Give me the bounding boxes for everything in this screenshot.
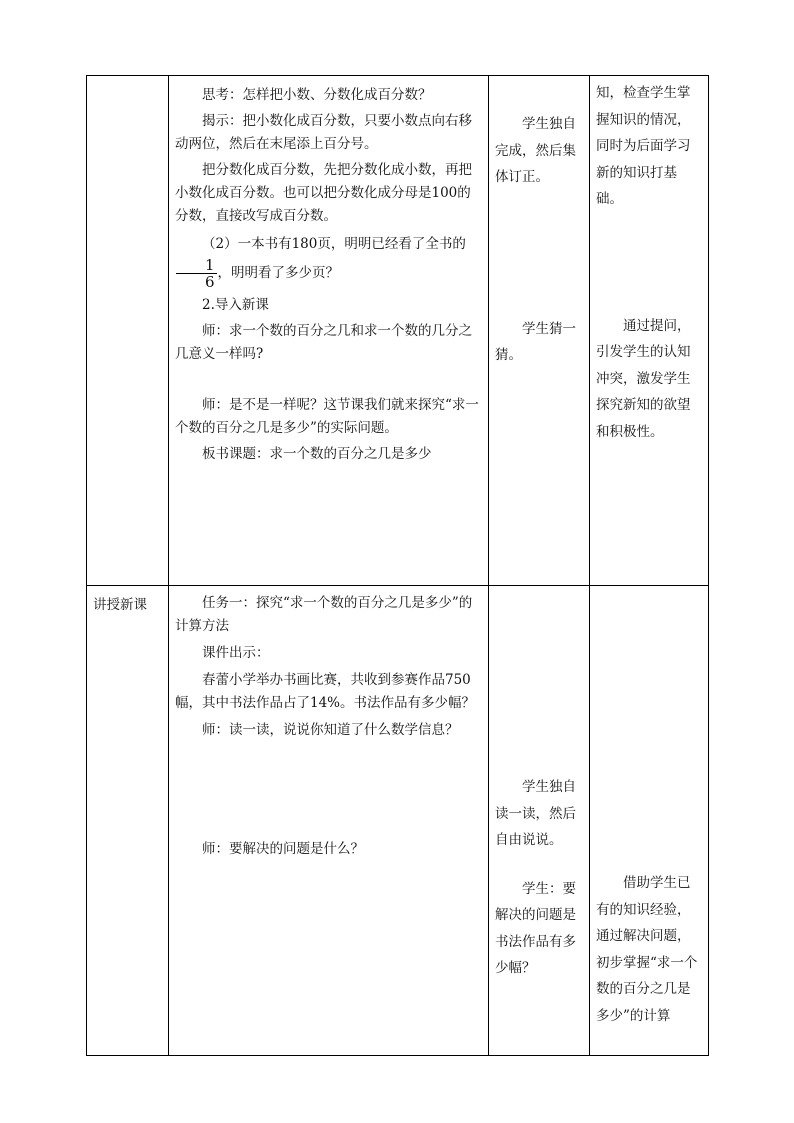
table-row <box>87 586 709 1056</box>
fraction-one-sixth: $\frac{1}{6}$ <box>176 257 217 290</box>
student-activity-1: 学生独自完成，然后集体订正。 <box>495 116 576 185</box>
content-think: 思考：怎样把小数、分数化成百分数？ <box>202 87 432 103</box>
stage-cell-empty <box>87 76 169 586</box>
content-teacher-question: 师：求一个数的百分之几和求一个数的几分之几意义一样吗? <box>175 323 472 362</box>
student-activity-cell <box>489 76 590 586</box>
content-board-title: 板书课题：求一个数的百分之几是多少 <box>202 446 432 462</box>
design-intent-2: 通过提问，引发学生的认知冲突，激发学生探究新知的欲望和积极性。 <box>596 317 691 440</box>
stage-cell <box>87 586 169 1056</box>
stage-label: 讲授新课 <box>93 597 147 613</box>
content-courseware: 课件出示： <box>202 645 270 661</box>
content-intro-heading: 2.导入新课 <box>202 297 269 313</box>
teaching-content-cell <box>169 586 489 1056</box>
design-intent-cell <box>590 76 709 586</box>
content-teacher-explore: 师：是不是一样呢？这节课我们就来探究“求一个数的百分之几是多少”的实际问题。 <box>175 397 479 436</box>
content-read-question: 师：读一读，说说你知道了什么数学信息？ <box>202 722 459 738</box>
content-question-2: （2）一本书有180页，明明已经看了全书的 $\frac{1}{6}$ ，明明看了多少页？ <box>169 231 488 290</box>
student-activity-cell <box>489 586 590 1056</box>
content-problem-question: 师：要解决的问题是什么？ <box>202 841 364 857</box>
content-task-one: 任务一：探究“求一个数的百分之几是多少”的计算方法 <box>175 595 473 634</box>
student-activity-4: 学生：要解决的问题是书法作品有多少幅？ <box>495 880 576 976</box>
design-intent-cell <box>590 586 709 1056</box>
design-intent-3: 借助学生已有的知识经验，通过解决问题，初步掌握“求一个数的百分之几是多少”的计算 <box>596 875 698 1024</box>
content-problem: 春蕾小学举办书画比赛，共收到参赛作品750幅，其中书法作品占了14%。书法作品有多少幅？ <box>175 672 476 711</box>
content-reveal: 揭示：把小数化成百分数，只要小数点向右移动两位，然后在末尾添上百分号。 <box>175 113 472 152</box>
content-fraction-method: 把分数化成百分数，先把分数化成小数，再把小数化成百分数。也可以把分数化成分母是100的分数，直接改写成百分数。 <box>175 162 472 224</box>
table-row <box>87 76 709 586</box>
teaching-content-cell <box>169 76 489 586</box>
student-activity-2: 学生猜一猜。 <box>495 320 576 363</box>
student-activity-3: 学生独自读一读，然后自由说说。 <box>495 779 576 848</box>
design-intent-1: 知，检查学生掌握知识的情况，同时为后面学习新的知识打基础。 <box>596 85 691 207</box>
lesson-plan-table <box>86 75 709 1056</box>
